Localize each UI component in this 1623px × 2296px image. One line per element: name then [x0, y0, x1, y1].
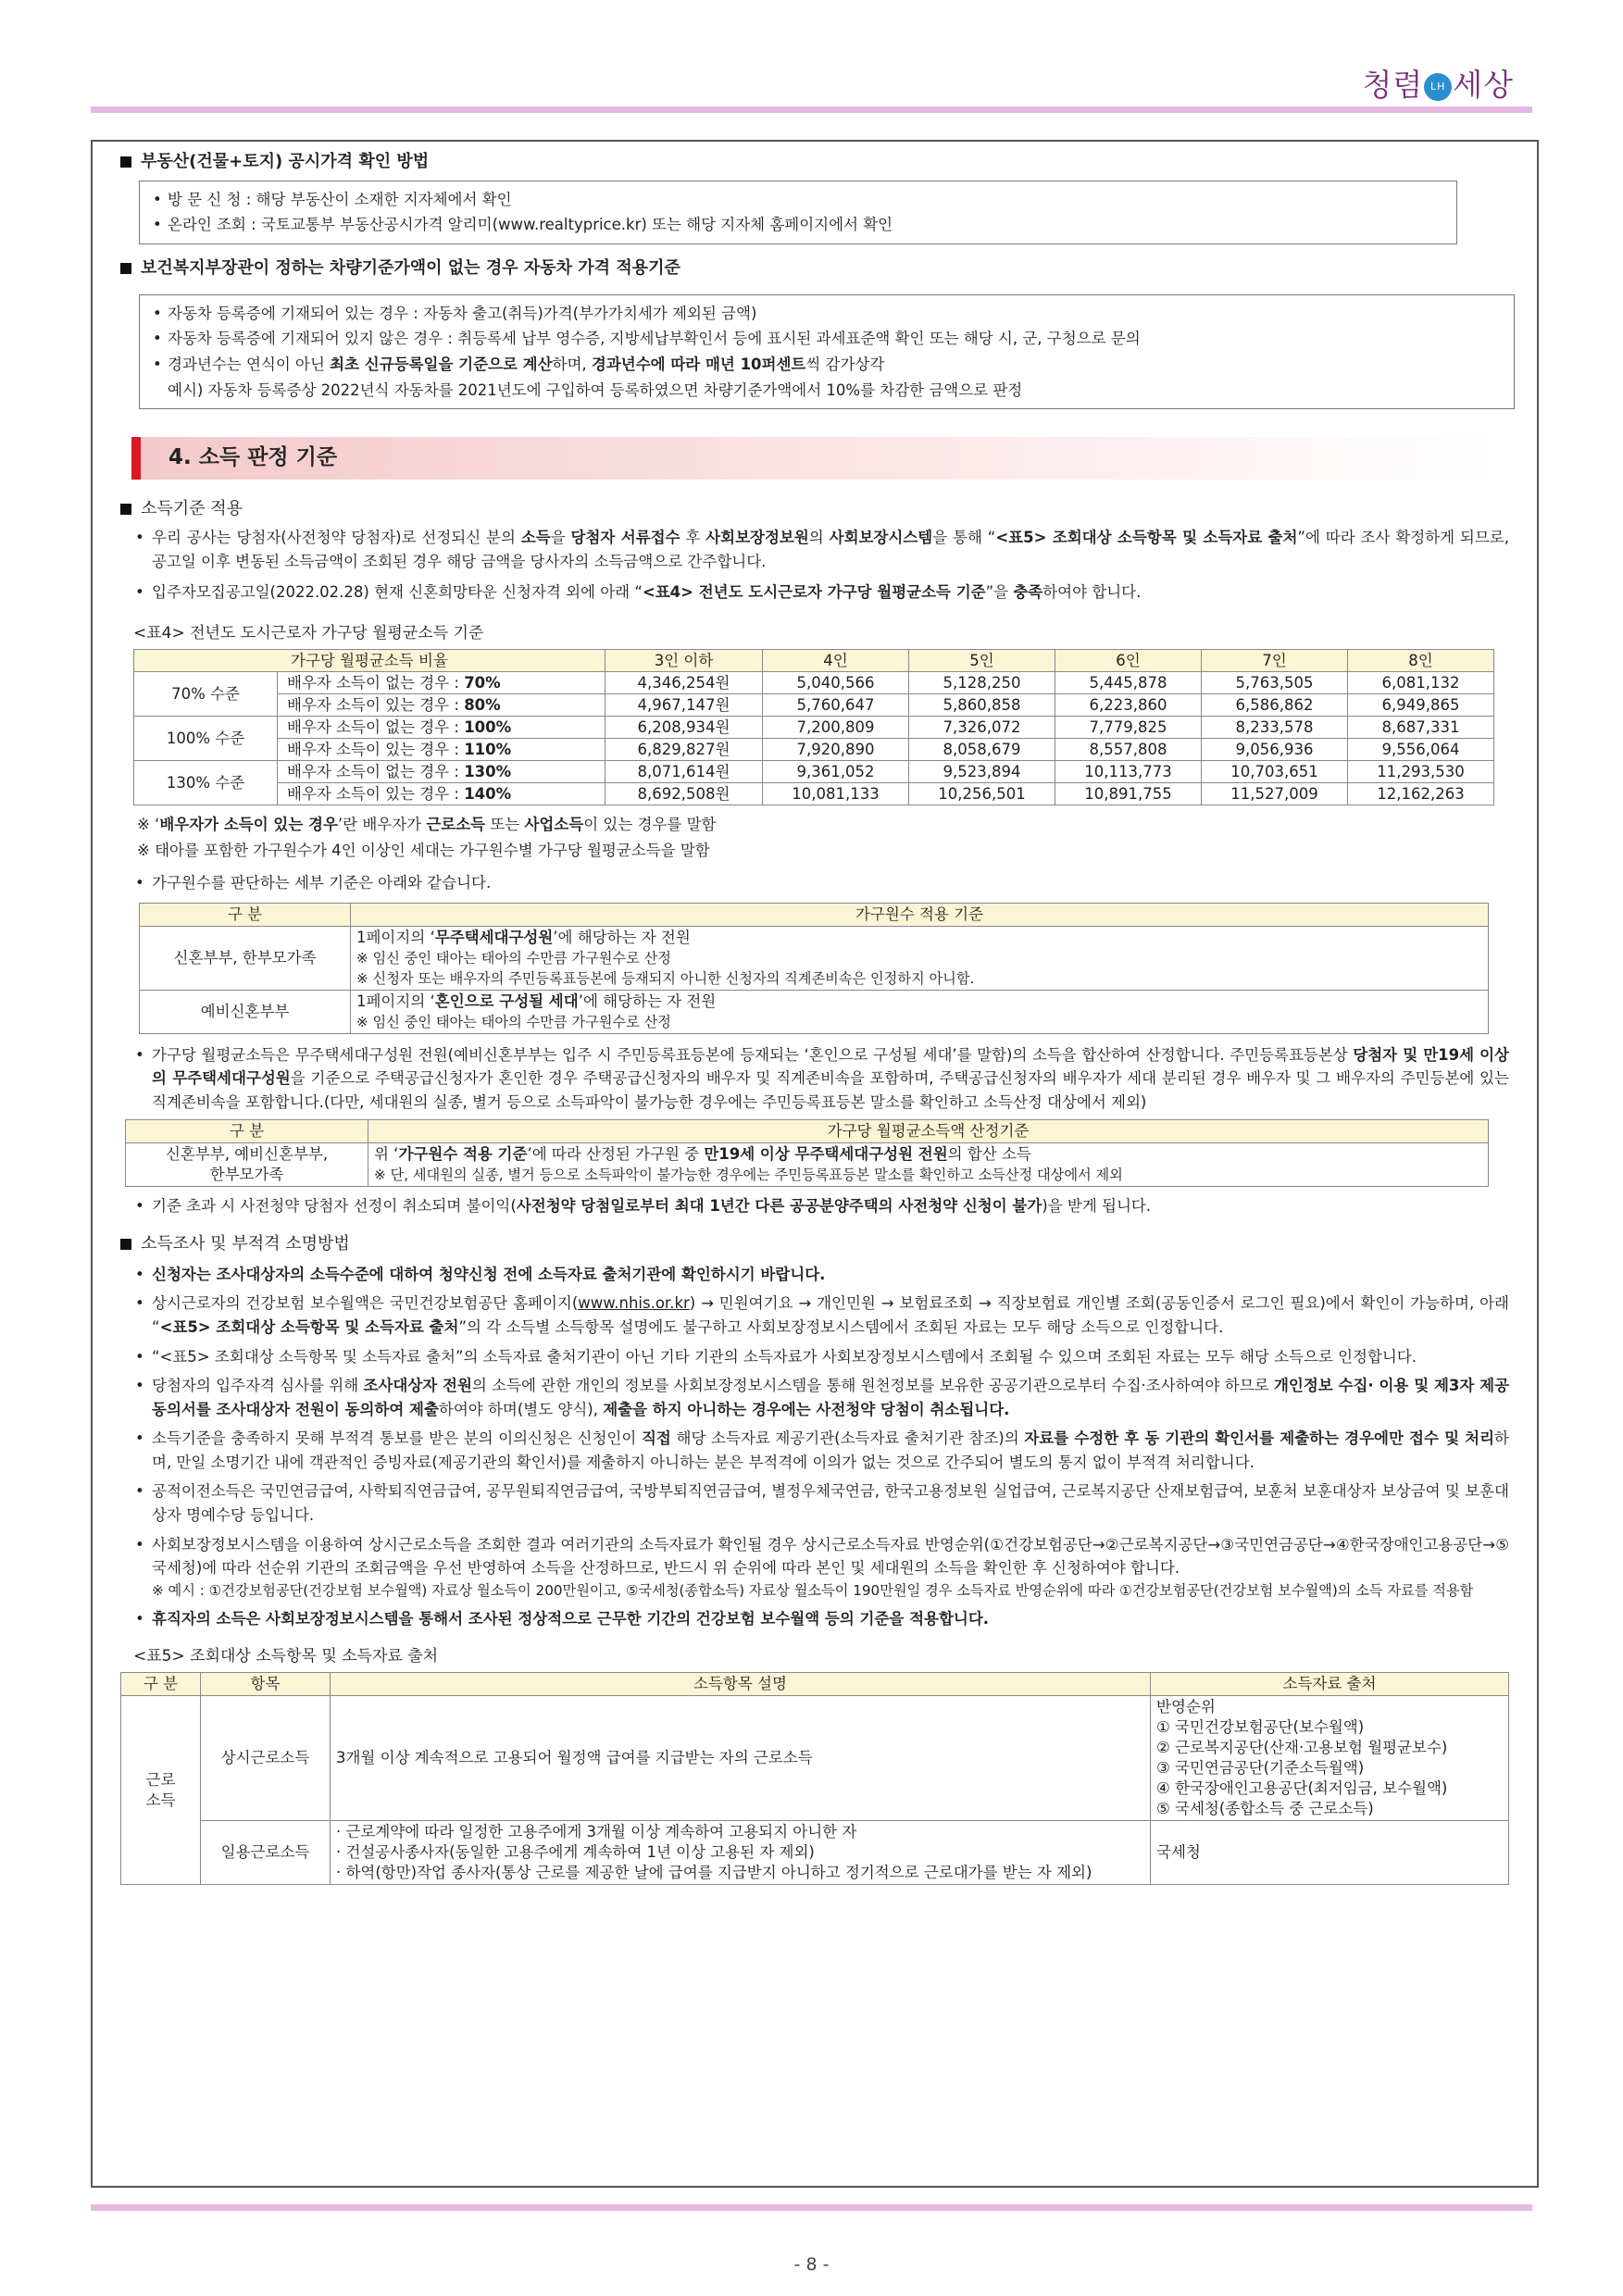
investigation-heading: 소득조사 및 부적격 소명방법 [120, 1231, 1509, 1257]
table-header-cell: 5인 [909, 650, 1055, 672]
table-cell: 4,346,254원 [606, 672, 763, 694]
investigation-item: • 공적이전소득은 국민연금급여, 사학퇴직연금급여, 공무원퇴직연금급여, 국방부퇴직연금급여, 별정우체국연금, 한국고용정보원 실업급여, 근로복지공단 산재보험급여, 보훈처 보훈대상자 보상금여 및 보훈대상자 명예수당 등입니다. [135, 1479, 1509, 1527]
table-cell: 8,687,331 [1348, 717, 1494, 739]
investigation-item: • 휴직자의 소득은 사회보장정보시스템을 통해서 조사된 정상적으로 근무한 기간의 건강보험 보수월액 등의 기준을 적용합니다. [135, 1607, 1509, 1631]
table4-caption: <표4> 전년도 도시근로자 가구당 월평균소득 기준 [133, 623, 484, 643]
realestate-heading: 부동산(건물+토지) 공시가격 확인 방법 [120, 149, 1509, 175]
table-cell: 7,326,072 [909, 717, 1055, 739]
table5 [120, 1672, 1509, 1885]
income-item-cell: 상시근로소득 [201, 1696, 331, 1821]
investigation-item: • 당첨자의 입주자격 심사를 위해 조사대상자 전원의 소득에 관한 개인의 정보를 사회보장정보시스템을 통해 원천정보를 보유한 공공기관으로부터 수집·조사하여야 하므로 개인정보 수집· 이용 및 제3자 제공동의서를 조사대상자 전원이 동의하여 제출하여야 하며(별도 양식), 제출을 하지 아니하는 경우에는 사전청약 당첨이 취소됩니다. [135, 1374, 1509, 1421]
table-cell: 9,556,064 [1348, 739, 1494, 761]
table-header-cell: 구 분 [140, 903, 351, 926]
exceed-paragraph: • 기준 초과 시 사전청약 당첨자 선정이 취소되며 불이익(사전청약 당첨일로부터 최대 1년간 다른 공공분양주택의 사전청약 신청이 불가)을 받게 됩니다. [135, 1194, 1509, 1218]
table-cell: 7,779,825 [1055, 717, 1202, 739]
row-label-cell: 배우자 소득이 없는 경우 : 70% [278, 672, 606, 694]
table-header-cell: 가구당 월평균소득액 산정기준 [368, 1120, 1489, 1143]
table-header-row [140, 903, 1489, 926]
investigation-item: • 상시근로자의 건강보험 보수월액은 국민건강보험공단 홈페이지(www.nhis.or.kr) → 민원여기요 → 개인민원 → 보험료조회 → 직장보험료 개인별 조회(공동인증서 로그인 필요)에서 확인이 가능하며, 아래 “<표5> 조회대상 소득항목 및 소득자료 출처”의 각 소득별 소득항목 설명에도 불구하고 사회보장정보시스템에서 조회된 자료는 모두 해당 소득으로 인정합니다. [135, 1292, 1509, 1339]
table-cell: 10,703,651 [1202, 761, 1348, 783]
investigation-item: • “<표5> 조회대상 소득항목 및 소득자료 출처”의 소득자료 출처기관이 아닌 기타 기관의 소득자료가 사회보장정보시스템에서 조회될 수 있으며 조회된 자료는 모두 해당 소득으로 인정합니다. [135, 1345, 1509, 1369]
vehicle-item: • 자동차 등록증에 기재되어 있지 않은 경우 : 취등록세 납부 영수증, 지방세납부확인서 등에 표시된 과세표준액 확인 또는 해당 시, 군, 구청으로 문의 [153, 327, 1501, 351]
table-cell: 8,233,578 [1202, 717, 1348, 739]
household-intro: • 가구원수를 판단하는 세부 기준은 아래와 같습니다. [135, 871, 1509, 895]
investigation-item: • 소득기준을 충족하지 못해 부적격 통보를 받은 분의 이의신청은 신청인이 직접 해당 소득자료 제공기관(소득자료 출처기관 참조)의 자료를 수정한 후 동 기관의 확인서를 제출하는 경우에만 접수 및 처리하며, 만일 소명기간 내에 객관적인 증빙자료(제공기관의 확인서)를 제출하지 아니하는 분은 부적격에 이의가 없는 것으로 간주되어 별도의 통지 없이 부적격 처리합니다. [135, 1427, 1509, 1474]
monthly-criteria-cell: 위 ‘가구원수 적용 기준’에 따라 산정된 가구원 중 만19세 이상 무주택세대구성원 전원의 합산 소득 ※ 단, 세대원의 실종, 별거 등으로 소득파악이 불가능한 경우에는 주민등록표등본 말소를 확인하고 소득산정 대상에서 제외 [368, 1143, 1489, 1187]
square-bullet-icon [120, 1239, 131, 1250]
table-cell: 6,081,132 [1348, 672, 1494, 694]
income-level-cell: 130% 수준 [134, 761, 278, 805]
logo-text-1: 청렴 [1362, 67, 1424, 103]
square-bullet-icon [120, 156, 131, 168]
investigation-item: • 신청자는 조사대상자의 소득수준에 대하여 청약신청 전에 소득자료 출처기관에 확인하시기 바랍니다. [135, 1263, 1509, 1287]
income-source-cell: 국세청 [1151, 1821, 1509, 1885]
table-header-row [134, 650, 1494, 672]
realestate-item: • 온라인 조회 : 국토교통부 부동산공시가격 알리미(www.realtyprice.kr) 또는 해당 지자체 홈페이지에서 확인 [153, 213, 1443, 237]
table-cell: 5,445,878 [1055, 672, 1202, 694]
realestate-item: • 방 문 신 청 : 해당 부동산이 소재한 지자체에서 확인 [153, 188, 1443, 212]
nhis-link[interactable]: www.nhis.or.kr [578, 1294, 690, 1313]
table-row [134, 739, 1494, 761]
table-cell: 8,557,808 [1055, 739, 1202, 761]
table-header-cell: 항목 [201, 1673, 331, 1696]
table-cell: 6,949,865 [1348, 694, 1494, 717]
table-cell: 7,920,890 [763, 739, 909, 761]
table-cell: 5,040,566 [763, 672, 909, 694]
table-row [134, 783, 1494, 805]
vehicle-item: • 경과년수는 연식이 아닌 최초 신규등록일을 기준으로 계산하며, 경과년수에 따라 매년 10퍼센트씩 감가상각 [153, 353, 1501, 377]
table4-note-2: ※ 태아를 포함한 가구원수가 4인 이상인 세대는 가구원수별 가구당 월평균소득을 말함 [137, 841, 710, 859]
table4 [133, 649, 1494, 805]
income-apply-paragraph-2: • 입주자모집공고일(2022.02.28) 현재 신혼희망타운 신청자격 외에 아래 “<표4> 전년도 도시근로자 가구당 월평균소득 기준”을 충족하여야 합니다. [135, 580, 1509, 605]
table-cell: 6,829,827원 [606, 739, 763, 761]
table-cell: 4,967,147원 [606, 694, 763, 717]
table-row [134, 761, 1494, 783]
realestate-box [139, 181, 1457, 244]
table-cell: 5,128,250 [909, 672, 1055, 694]
table-header-cell: 6인 [1055, 650, 1202, 672]
household-label-cell: 예비신혼부부 [140, 990, 351, 1033]
table-cell: 6,586,862 [1202, 694, 1348, 717]
table-cell: 11,527,009 [1202, 783, 1348, 805]
vehicle-example: 예시) 자동차 등록증상 2022년식 자동차를 2021년도에 구입하여 등록하였으면 차량기준가액에서 10%를 차감한 금액으로 판정 [168, 381, 1023, 399]
table-row [140, 926, 1489, 990]
vehicle-item: • 자동차 등록증에 기재되어 있는 경우 : 자동차 출고(취득)가격(부가가치세가 제외된 금액) [153, 302, 1501, 326]
income-category-cell: 근로 소득 [121, 1696, 201, 1885]
household-criteria-cell: 1페이지의 ‘무주택세대구성원’에 해당하는 자 전원 ※ 임신 중인 태아는 태아의 수만큼 가구원수로 산정 ※ 신청자 또는 배우자의 주민등록표등본에 등재되지 아니한 신청자의 직계존비속은 인정하지 아니함. [351, 926, 1489, 990]
table-cell: 9,361,052 [763, 761, 909, 783]
row-label-cell: 배우자 소득이 있는 경우 : 80% [278, 694, 606, 717]
table-row [121, 1696, 1509, 1821]
monthly-label-cell: 신혼부부, 예비신혼부부, 한부모가족 [126, 1143, 368, 1187]
table-header-cell: 가구당 월평균소득 비율 [134, 650, 606, 672]
table-header-cell: 소득항목 설명 [331, 1673, 1151, 1696]
table-cell: 9,056,936 [1202, 739, 1348, 761]
table-cell: 7,200,809 [763, 717, 909, 739]
investigation-item: • 사회보장정보시스템을 이용하여 상시근로소득을 조회한 결과 여러기관의 소득자료가 확인될 경우 상시근로소득자료 반영순위(①건강보험공단→②근로복지공단→③국민연금공단→④한국장애인고용공단→⑤국세청)에 따라 선순위 기관의 조회금액을 우선 반영하여 소득을 산정하므로, 반드시 위 순위에 따라 본인 및 세대원의 소득을 확인한 후 신청하여야 합니다. [135, 1533, 1509, 1580]
logo-text-2: 세상 [1453, 67, 1514, 103]
footer-divider [91, 2204, 1532, 2211]
table-cell: 5,860,858 [909, 694, 1055, 717]
table-header-cell: 7인 [1202, 650, 1348, 672]
square-bullet-icon [120, 504, 131, 515]
page-number: - 8 - [793, 2254, 830, 2275]
integrity-logo [1362, 61, 1514, 108]
table-cell: 10,081,133 [763, 783, 909, 805]
table-cell: 5,760,647 [763, 694, 909, 717]
table-header-cell: 구 분 [121, 1673, 201, 1696]
table-header-cell: 소득자료 출처 [1151, 1673, 1509, 1696]
table-header-row [126, 1120, 1489, 1143]
monthly-table [125, 1119, 1489, 1187]
table-header-row [121, 1673, 1509, 1696]
household-table [139, 903, 1489, 1034]
table4-note-1: ※ ‘배우자가 소득이 있는 경우’란 배우자가 근로소득 또는 사업소득이 있는 경우를 말함 [137, 816, 717, 834]
household-criteria-cell: 1페이지의 ‘혼인으로 구성될 세대’에 해당하는 자 전원 ※ 임신 중인 태아는 태아의 수만큼 가구원수로 산정 [351, 990, 1489, 1033]
table-cell: 5,763,505 [1202, 672, 1348, 694]
table-row [134, 717, 1494, 739]
table-cell: 10,891,755 [1055, 783, 1202, 805]
table-cell: 8,692,508원 [606, 783, 763, 805]
table5-caption: <표5> 조회대상 소득항목 및 소득자료 출처 [133, 1646, 439, 1666]
monthly-paragraph: • 가구당 월평균소득은 무주택세대구성원 전원(예비신혼부부는 입주 시 주민등록표등본에 등재되는 ‘혼인으로 구성될 세대’를 말함)의 소득을 합산하여 산정합니다. 주민등록표등본상 당첨자 및 만19세 이상의 무주택세대구성원을 기준으로 주택공급신청자가 혼인한 경우 주택공급신청자의 배우자 및 직계존비속을 포함하며, 주택공급신청자의 배우자가 세대 분리된 경우 배우자 및 그 배우자의 주민등본에 있는 직계존비속을 포함합니다.(다만, 세대원의 실종, 별거 등으로 소득파악이 불가능한 경우에는 주민등록표등본 말소를 확인하고 소득산정 대상에서 제외) [135, 1043, 1509, 1115]
row-label-cell: 배우자 소득이 있는 경우 : 110% [278, 739, 606, 761]
logo-badge: LH [1424, 73, 1452, 101]
income-description-cell: · 근로계약에 따라 일정한 고용주에게 3개월 이상 계속하여 고용되지 아니한 자 · 건설공사종사자(동일한 고용주에게 계속하여 1년 이상 고용된 자 제외) · 하역(항만)작업 종사자(통상 근로를 제공한 날에 급여를 지급받지 아니하고 정기적으로 근로대가를 받는 자 제외) [331, 1821, 1151, 1885]
table-cell: 9,523,894 [909, 761, 1055, 783]
vehicle-box [139, 294, 1515, 409]
table-row [134, 672, 1494, 694]
table-cell: 8,058,679 [909, 739, 1055, 761]
table-row [121, 1821, 1509, 1885]
income-source-cell: 반영순위 ① 국민건강보험공단(보수월액) ② 근로복지공단(산재·고용보험 월평균보수) ③ 국민연금공단(기준소득월액) ④ 한국장애인고용공단(최저임금, 보수월액) ⑤ 국세청(종합소득 중 근로소득) [1151, 1696, 1509, 1821]
table-row [126, 1143, 1489, 1187]
header-divider [91, 106, 1532, 113]
household-label-cell: 신혼부부, 한부모가족 [140, 926, 351, 990]
row-label-cell: 배우자 소득이 있는 경우 : 140% [278, 783, 606, 805]
table-cell: 11,293,530 [1348, 761, 1494, 783]
income-level-cell: 70% 수준 [134, 672, 278, 717]
content-frame [91, 140, 1539, 2188]
table-header-cell: 8인 [1348, 650, 1494, 672]
row-label-cell: 배우자 소득이 없는 경우 : 100% [278, 717, 606, 739]
income-apply-paragraph-1: • 우리 공사는 당첨자(사전청약 당첨자)로 선정되신 분의 소득을 당첨자 서류접수 후 사회보장정보원의 사회보장시스템을 통해 “<표5> 조회대상 소득항목 및 소득자료 출처”에 따라 조사 확정하게 되므로, 공고일 이후 변동된 소득금액이 조회된 경우 해당 금액을 당사자의 소득금액으로 간주합니다. [135, 526, 1509, 573]
income-apply-heading: 소득기준 적용 [120, 496, 1509, 522]
income-level-cell: 100% 수준 [134, 717, 278, 761]
income-description-cell: 3개월 이상 계속적으로 고용되어 월정액 급여를 지급받는 자의 근로소득 [331, 1696, 1151, 1821]
table-cell: 12,162,263 [1348, 783, 1494, 805]
table-cell: 6,208,934원 [606, 717, 763, 739]
table-cell: 8,071,614원 [606, 761, 763, 783]
square-bullet-icon [120, 263, 131, 274]
table-header-cell: 4인 [763, 650, 909, 672]
table-header-cell: 구 분 [126, 1120, 368, 1143]
table-cell: 10,256,501 [909, 783, 1055, 805]
income-item-cell: 일용근로소득 [201, 1821, 331, 1885]
vehicle-heading: 보건복지부장관이 정하는 차량기준가액이 없는 경우 자동차 가격 적용기준 [120, 256, 1509, 281]
table-header-cell: 가구원수 적용 기준 [351, 903, 1489, 926]
table-header-cell: 3인 이하 [606, 650, 763, 672]
investigation-example: ※ 예시 : ①건강보험공단(건강보험 보수월액) 자료상 월소득이 200만원이고, ⑤국세청(종합소득) 자료상 월소득이 190만원일 경우 소득자료 반영순위에 따라 ①건강보험공단(건강보험 보수월액)의 소득 자료를 적용함 [152, 1581, 1474, 1599]
table-row [140, 990, 1489, 1033]
table-row [134, 694, 1494, 717]
row-label-cell: 배우자 소득이 없는 경우 : 130% [278, 761, 606, 783]
table-cell: 6,223,860 [1055, 694, 1202, 717]
table-cell: 10,113,773 [1055, 761, 1202, 783]
section-title: 4. 소득 판정 기준 [131, 437, 1498, 480]
